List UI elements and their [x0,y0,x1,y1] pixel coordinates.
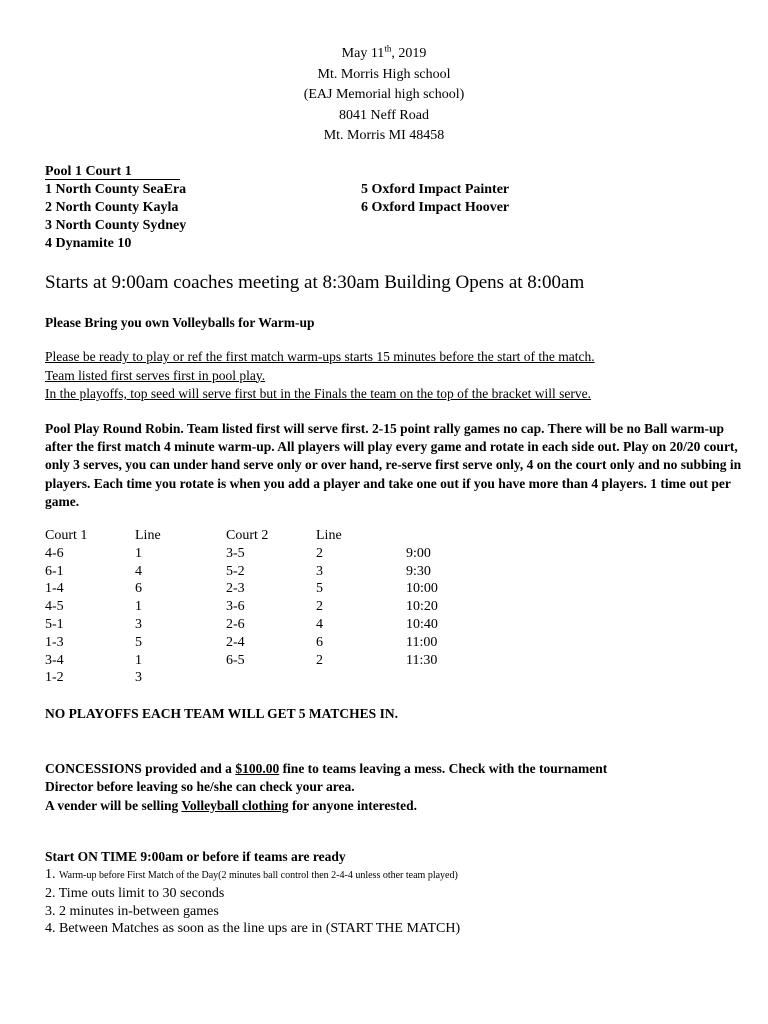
list-item: 4. Between Matches as soon as the line ups are in (START THE MATCH) [45,921,461,937]
table-cell: 3 [135,670,142,686]
table-cell: 2 [316,652,323,668]
team-item: 5 Oxford Impact Painter [361,182,510,197]
table-cell: 6-5 [226,652,245,668]
pool-teams-right [361,181,509,217]
fine-amount: $100.00 [235,761,280,776]
list-item: 2. Time outs limit to 30 seconds [45,885,225,901]
serve-rules [45,348,595,404]
table-cell: 3-4 [45,652,64,668]
table-cell: 5 [316,581,323,597]
team-item: 4 Dynamite 10 [45,236,132,251]
venue-street: 8041 Neff Road [339,107,429,123]
rule-line: Team listed first serves first in pool play. [45,367,266,383]
table-cell: 9:30 [406,563,431,579]
event-date: May 11th, 2019 [341,43,427,61]
table-cell: 3-6 [226,599,245,615]
table-cell: 9:00 [406,545,431,561]
table-cell: 2 [316,599,323,615]
table-cell: 6-1 [45,563,64,579]
table-cell: 11:30 [406,652,438,668]
clothing-text: Volleyball clothing [181,797,289,813]
pool-teams-left [45,163,186,253]
pool-title: Pool 1 Court 1 [45,164,180,180]
venue-alt-name: (EAJ Memorial high school) [303,87,465,102]
team-item: 3 North County Sydney [45,218,187,233]
table-cell: 2 [316,545,323,561]
bring-volleyballs-note: Please Bring you own Volleyballs for Warm-up [45,315,315,330]
list-item: 1. Warm-up before First Match of the Day(2 minutes ball control then 2-4-4 unless other team played) [45,867,458,882]
table-cell: 1-2 [45,670,64,686]
table-cell: 1 [135,599,142,615]
list-item: 3. 2 minutes in-between games [45,903,219,919]
venue-city: Mt. Morris MI 48458 [323,128,445,143]
pool-play-rules: Pool Play Round Robin. Team listed first will serve first. 2-15 point rally games no cap. There will be no Ball warm-up after the first match 4 minute warm-up. All players will play every game and rotate in each side out. Play on 20/20 court, only 3 serves, you can under hand serve only or over hand, re-serve first serve only, 4 on the court only and no subbing in players. Each time you rotate is when you add a player and take one out if you have more than 4 players. 1 time out per game. [45,421,742,509]
table-cell: 4-6 [45,545,64,561]
table-cell: 2-6 [226,616,245,632]
table-cell: 5-1 [45,616,64,632]
concessions-note: CONCESSIONS provided and a $100.00 fine to teams leaving a mess. Check with the tournament Director before leaving so he/she can check your area. A vender will be selling Volleyball clothing for anyone interested. [45,761,608,813]
table-cell: 3-5 [226,545,245,561]
table-cell: 3 [135,616,142,632]
table-cell: 10:40 [406,616,438,632]
table-cell: 6 [135,581,142,597]
table-cell: 2-4 [226,634,245,650]
table-cell: 4 [135,563,142,579]
team-item: 2 North County Kayla [45,200,179,215]
no-playoffs-note: NO PLAYOFFS EACH TEAM WILL GET 5 MATCHES IN. [45,706,398,721]
table-cell: 10:00 [406,581,438,597]
event-header [0,44,768,147]
table-cell: 11:00 [406,634,438,650]
venue-name: Mt. Morris High school [317,66,451,82]
table-cell: 1 [135,545,142,561]
table-cell: 4-5 [45,599,64,615]
table-cell: 2-3 [226,581,245,597]
team-item: 1 North County SeaEra [45,182,187,197]
rule-line: In the playoffs, top seed will serve first but in the Finals the team on the top of the bracket will serve. [45,386,591,401]
table-cell: 4 [316,616,323,632]
table-cell: 10:20 [406,599,438,615]
column-header: Line [135,528,161,543]
table-cell: 1-4 [45,581,64,597]
column-header: Court 2 [226,528,269,543]
table-cell: 5-2 [226,563,245,579]
table-cell: 1-3 [45,634,64,650]
table-cell: 6 [316,634,323,650]
start-on-time-heading: Start ON TIME 9:00am or before if teams are ready [45,849,346,864]
column-header: Line [316,528,342,543]
table-cell: 5 [135,634,142,650]
table-cell: 1 [135,652,142,668]
start-times: Starts at 9:00am coaches meeting at 8:30am Building Opens at 8:00am [45,272,585,293]
match-procedure-list [45,866,460,938]
table-cell: 3 [316,563,323,579]
column-header: Court 1 [45,528,88,543]
rule-line: Please be ready to play or ref the first match warm-ups starts 15 minutes before the start of the match. [45,349,595,364]
team-item: 6 Oxford Impact Hoover [361,200,510,215]
